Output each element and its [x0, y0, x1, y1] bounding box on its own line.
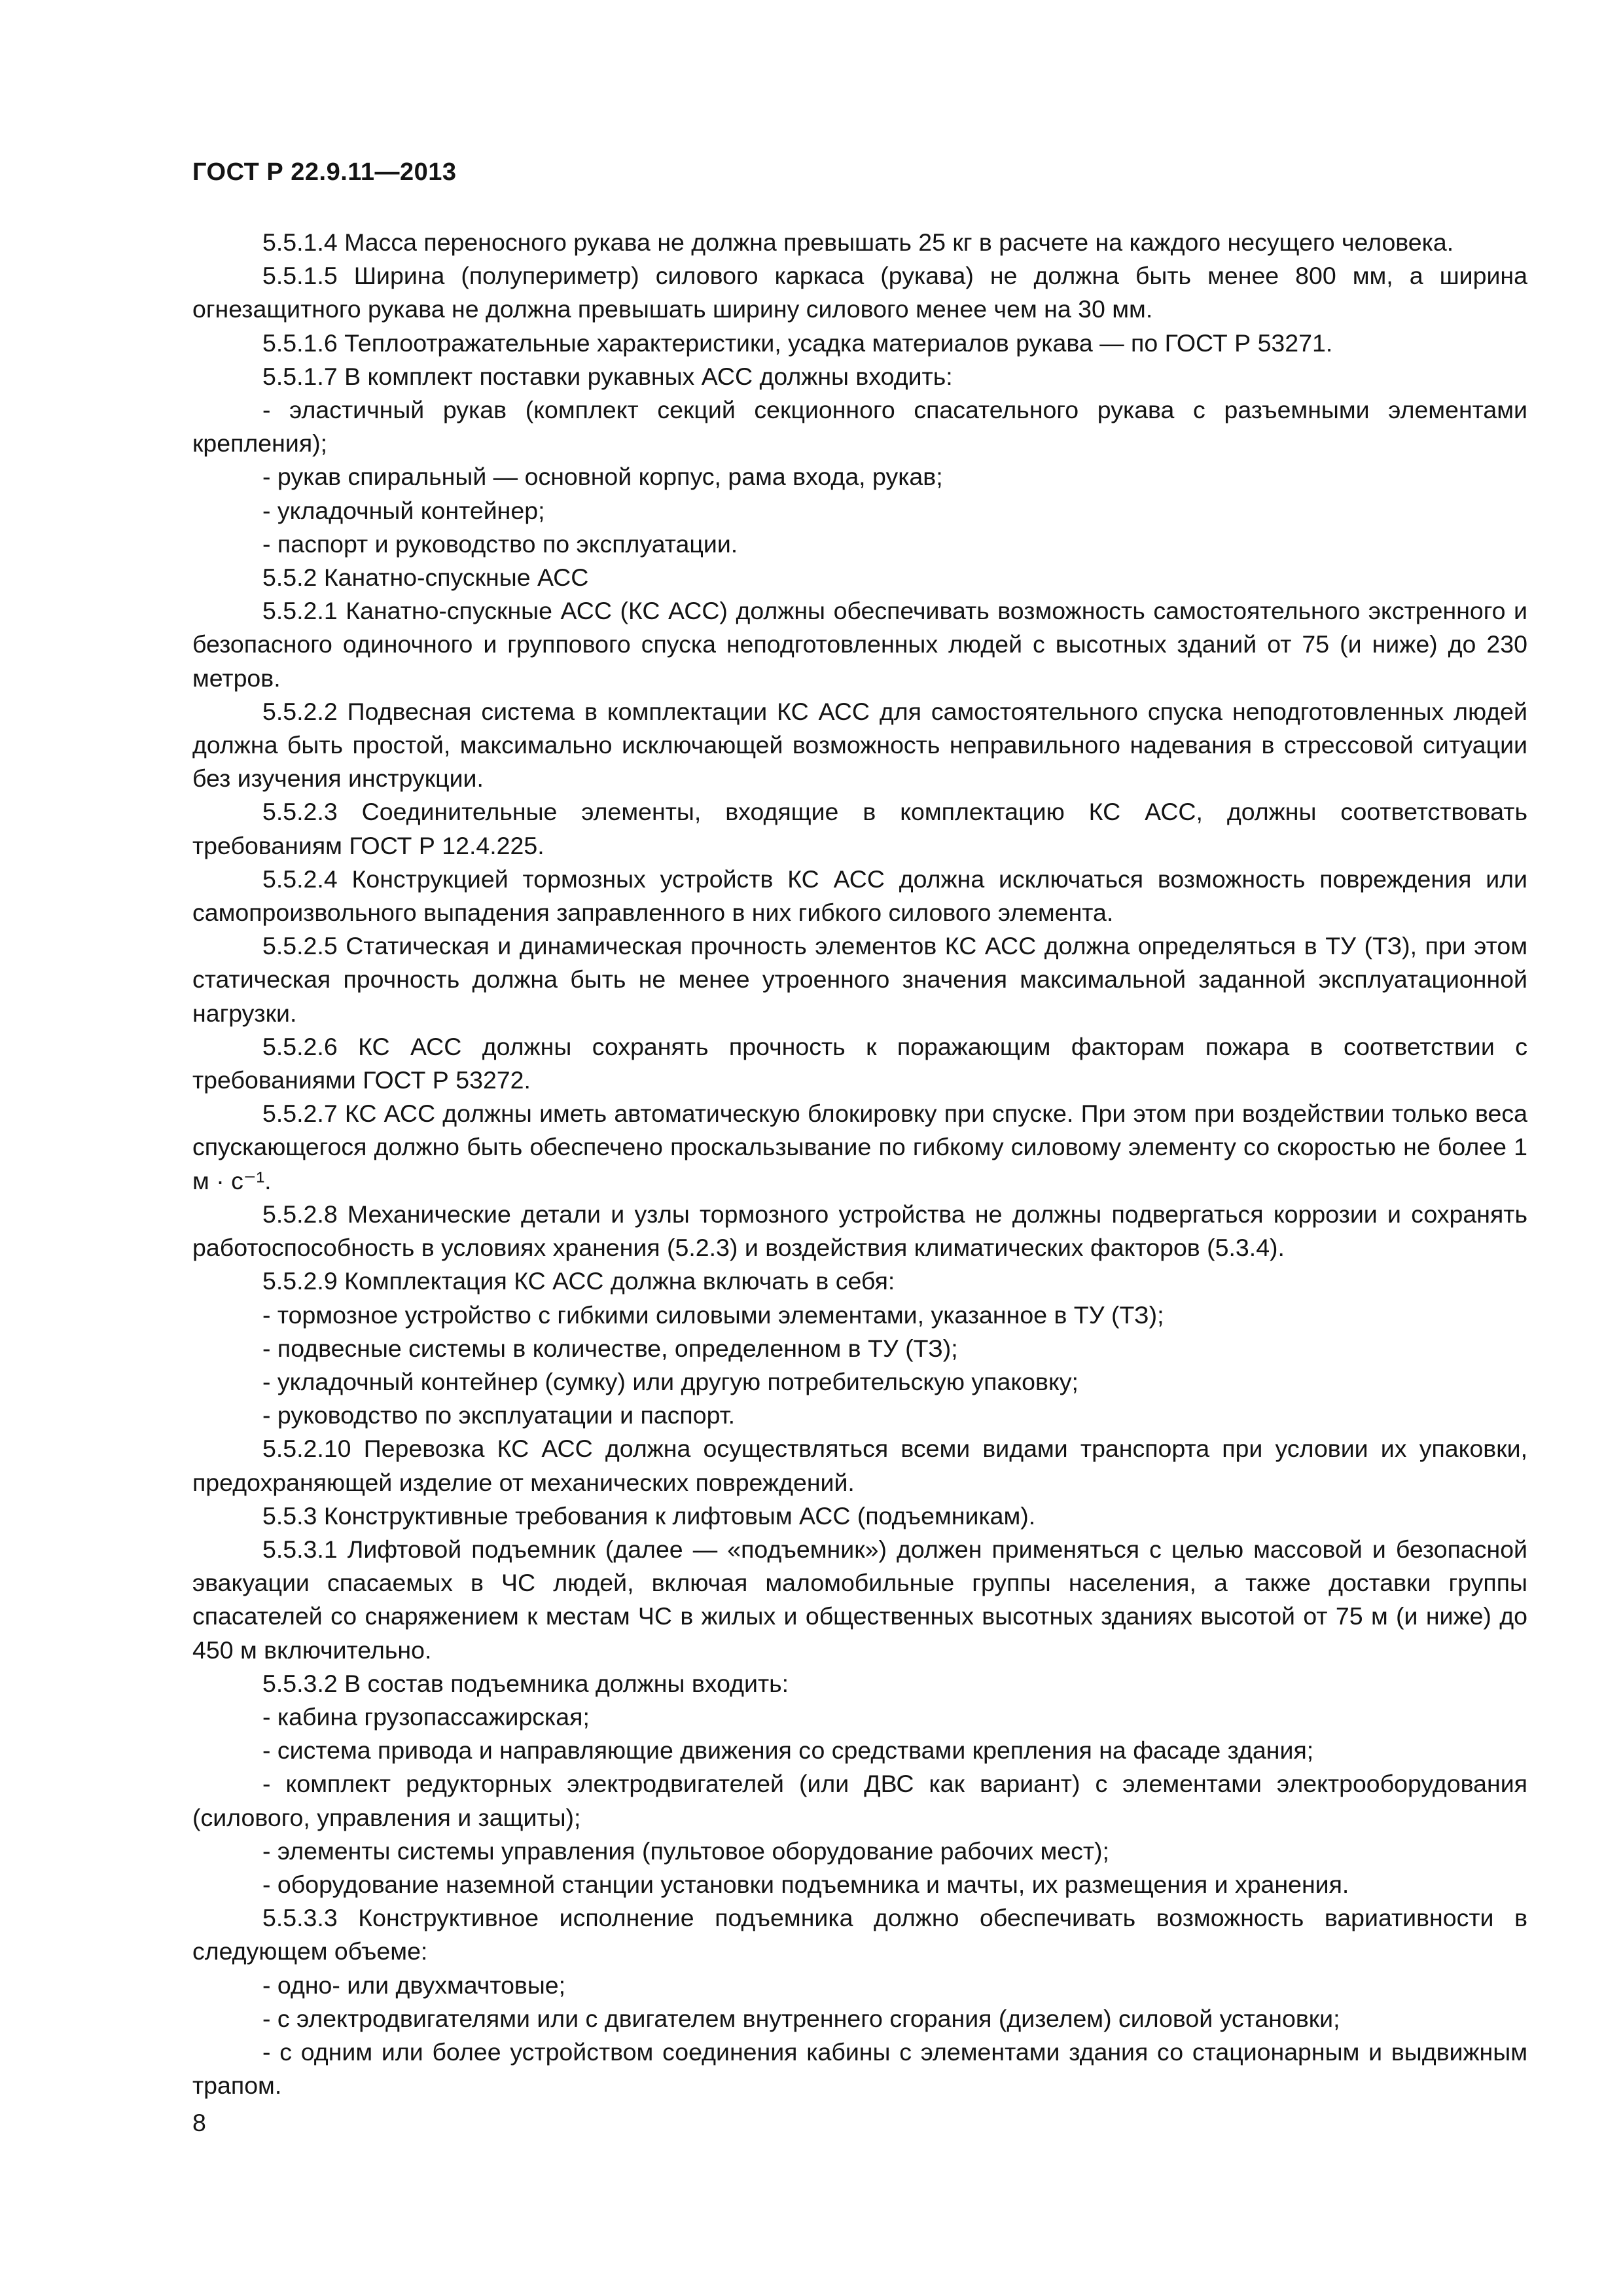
paragraph: - элементы системы управления (пультовое оборудование рабочих мест); [262, 1837, 1109, 1865]
paragraph: 5.5.2.2 Подвесная система в комплектации КС АСС для самостоятельного спуска неподготовленных людей должна быть простой, максимально исключающей возможность неправильного надевания в стрессовой ситуации без изучения инструкции. [192, 697, 1527, 793]
document-header: ГОСТ Р 22.9.11—2013 [192, 158, 457, 186]
paragraph: - с электродвигателями или с двигателем внутреннего сгорания (дизелем) силовой установки; [262, 2004, 1340, 2032]
paragraph: 5.5.2.1 Канатно-спускные АСС (КС АСС) должны обеспечивать возможность самостоятельного экстренного и безопасного одиночного и группового спуска неподготовленных людей с высотных зданий от 75 (и ниже) до 230 метров. [192, 597, 1527, 692]
paragraph: - одно- или двухмачтовые; [262, 1971, 566, 1999]
paragraph: 5.5.3.1 Лифтовой подъемник (далее — «подъемник») должен применяться с целью массовой и безопасной эвакуации спасаемых в ЧС людей, включая маломобильные группы населения, а также доставки группы спасателей со снаряжением к местам ЧС в жилых и общественных высотных зданиях высотой от 75 м (и ниже) до 450 м включительно. [192, 1535, 1527, 1664]
paragraph: - укладочный контейнер; [262, 496, 545, 524]
paragraph: - комплект редукторных электродвигателей (или ДВС как вариант) с элементами электрооборудования (силового, управления и защиты); [192, 1770, 1527, 1831]
paragraph: 5.5.2.5 Статическая и динамическая прочность элементов КС АСС должна определяться в ТУ (ТЗ), при этом статическая прочность должна быть не менее утроенного значения максимальной заданной эксплуатационной нагрузки. [192, 932, 1527, 1027]
paragraph: 5.5.1.5 Ширина (полупериметр) силового каркаса (рукава) не должна быть менее 800 мм, а ширина огнезащитного рукава не должна превышать ширину силового менее чем на 30 мм. [192, 262, 1527, 323]
paragraph: 5.5.2.9 Комплектация КС АСС должна включать в себя: [262, 1267, 895, 1295]
paragraph: - руководство по эксплуатации и паспорт. [262, 1401, 736, 1429]
paragraph: - паспорт и руководство по эксплуатации. [262, 529, 738, 558]
paragraph: 5.5.1.6 Теплоотражательные характеристики, усадка материалов рукава — по ГОСТ Р 53271. [262, 329, 1333, 357]
paragraph: 5.5.2.6 КС АСС должны сохранять прочность к поражающим факторам пожара в соответствии с требованиями ГОСТ Р 53272. [192, 1032, 1527, 1094]
paragraph: - эластичный рукав (комплект секций секционного спасательного рукава с разъемными элементами крепления); [192, 396, 1527, 457]
paragraph: 5.5.3.2 В состав подъемника должны входить: [262, 1669, 789, 1697]
paragraph: 5.5.1.7 В комплект поставки рукавных АСС должны входить: [262, 362, 953, 390]
paragraph: 5.5.2.7 КС АСС должны иметь автоматическую блокировку при спуске. При этом при воздействии только веса спускающегося должно быть обеспечено проскальзывание по гибкому силовому элементу со скоростью не более 1 м · с⁻¹. [192, 1100, 1527, 1194]
paragraph: - рукав спиральный — основной корпус, рама входа, рукав; [262, 463, 943, 491]
paragraph: - тормозное устройство с гибкими силовыми элементами, указанное в ТУ (ТЗ); [262, 1300, 1164, 1329]
paragraph: 5.5.1.4 Масса переносного рукава не должна превышать 25 кг в расчете на каждого несущего человека. [262, 228, 1454, 256]
paragraph: - кабина грузопассажирская; [262, 1702, 590, 1731]
paragraph: 5.5.2.3 Соединительные элементы, входящие в комплектацию КС АСС, должны соответствовать требованиям ГОСТ Р 12.4.225. [192, 798, 1527, 859]
paragraph: 5.5.2.8 Механические детали и узлы тормозного устройства не должны подвергаться коррозии и сохранять работоспособность в условиях хранения (5.2.3) и воздействия климатических факторов (5.3.4). [192, 1200, 1527, 1262]
paragraph: - система привода и направляющие движения со средствами крепления на фасаде здания; [262, 1736, 1314, 1765]
paragraph: - с одним или более устройством соединения кабины с элементами здания со стационарным и выдвижным трапом. [192, 2037, 1527, 2100]
paragraph: 5.5.3.3 Конструктивное исполнение подъемника должно обеспечивать возможность вариативности в следующем объеме: [192, 1904, 1527, 1965]
paragraph: 5.5.2 Канатно-спускные АСС [262, 564, 589, 592]
paragraph: 5.5.3 Конструктивные требования к лифтовым АСС (подъемникам). [262, 1501, 1036, 1530]
paragraph: 5.5.2.10 Перевозка КС АСС должна осуществляться всеми видами транспорта при условии их упаковки, предохраняющей изделие от механических повреждений. [192, 1435, 1527, 1496]
paragraph: - укладочный контейнер (сумку) или другую потребительскую упаковку; [262, 1367, 1079, 1395]
document-body [192, 226, 1527, 2102]
paragraph: 5.5.2.4 Конструкцией тормозных устройств КС АСС должна исключаться возможность повреждения или самопроизвольного выпадения заправленного в них гибкого силового элемента. [192, 865, 1527, 927]
paragraph: - подвесные системы в количестве, определенном в ТУ (ТЗ); [262, 1334, 958, 1362]
paragraph: - оборудование наземной станции установки подъемника и мачты, их размещения и хранения. [262, 1870, 1349, 1898]
page-number: 8 [192, 2109, 206, 2136]
